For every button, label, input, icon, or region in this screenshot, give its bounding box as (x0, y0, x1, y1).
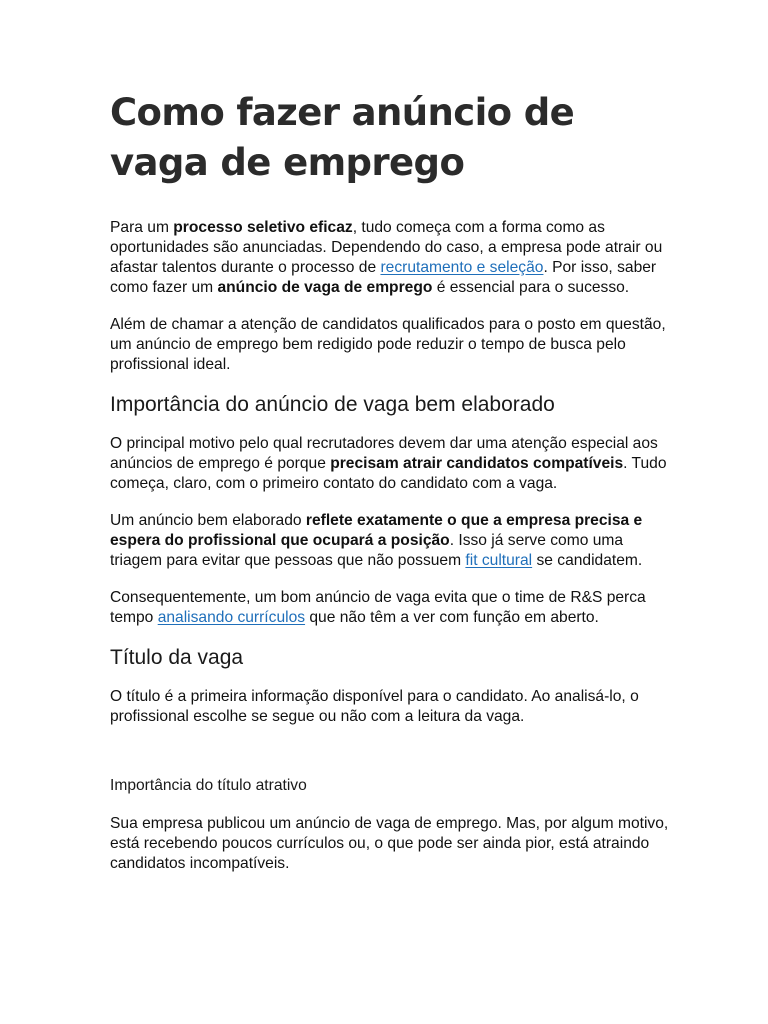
subsection-heading-titulo-atrativo: Importância do título atrativo (110, 777, 307, 794)
intro-paragraph-2: Além de chamar a atenção de candidatos qualificados para o posto em questão, um anúncio de emprego bem redigido pode reduzir o tempo de busca pelo profissional ideal. (110, 316, 666, 373)
text: . Por isso, saber como fazer um (110, 259, 657, 296)
bold-text: precisam atrair candidatos compatíveis (330, 455, 624, 472)
text: . Isso já serve como uma triagem para evitar que pessoas que não possuem (110, 532, 624, 569)
text: Para um (110, 219, 174, 236)
link-recrutamento-selecao[interactable]: recrutamento e seleção (380, 259, 544, 276)
text: , tudo começa com a forma como as oportunidades são anunciadas. Dependendo do caso, a empresa pode atrair ou afastar talentos durante o processo de (110, 219, 663, 276)
bold-text: processo seletivo eficaz (173, 219, 353, 236)
text: . Tudo começa, claro, com o primeiro contato do candidato com a vaga. (110, 455, 667, 492)
bold-text: reflete exatamente o que a empresa precisa e espera do profissional que ocupará a posição (110, 512, 643, 549)
section1-paragraph-1 (110, 434, 670, 494)
section-heading-titulo-da-vaga: Título da vaga (110, 646, 244, 669)
section2-paragraph-1: O título é a primeira informação disponível para o candidato. Ao analisá-lo, o profissional escolhe se segue ou não com a leitura da vaga. (110, 688, 639, 725)
link-analisando-curriculos[interactable]: analisando currículos (157, 609, 306, 626)
page-title: Como fazer anúncio de vaga de emprego (110, 91, 575, 184)
bold-text: anúncio de vaga de emprego (217, 279, 433, 296)
spacer (110, 744, 670, 776)
text: é essencial para o sucesso. (432, 279, 630, 296)
text: que não têm a ver com função em aberto. (305, 609, 599, 626)
section1-paragraph-3 (110, 588, 670, 628)
link-fit-cultural[interactable]: fit cultural (465, 552, 533, 569)
text: O principal motivo pelo qual recrutadores devem dar uma atenção especial aos anúncios de emprego é porque (110, 435, 658, 472)
section-heading-importancia: Importância do anúncio de vaga bem elaborado (110, 393, 555, 416)
document-page (110, 88, 670, 891)
text: Consequentemente, um bom anúncio de vaga evita que o time de R&S perca tempo (110, 589, 646, 626)
section1-paragraph-2 (110, 511, 670, 571)
subsection-paragraph-1: Sua empresa publicou um anúncio de vaga de emprego. Mas, por algum motivo, está recebendo poucos currículos ou, o que pode ser ainda pior, está atraindo candidatos incompatíveis. (110, 815, 669, 872)
intro-paragraph-1 (110, 218, 670, 298)
text: se candidatem. (532, 552, 643, 569)
text: Um anúncio bem elaborado (110, 512, 306, 529)
